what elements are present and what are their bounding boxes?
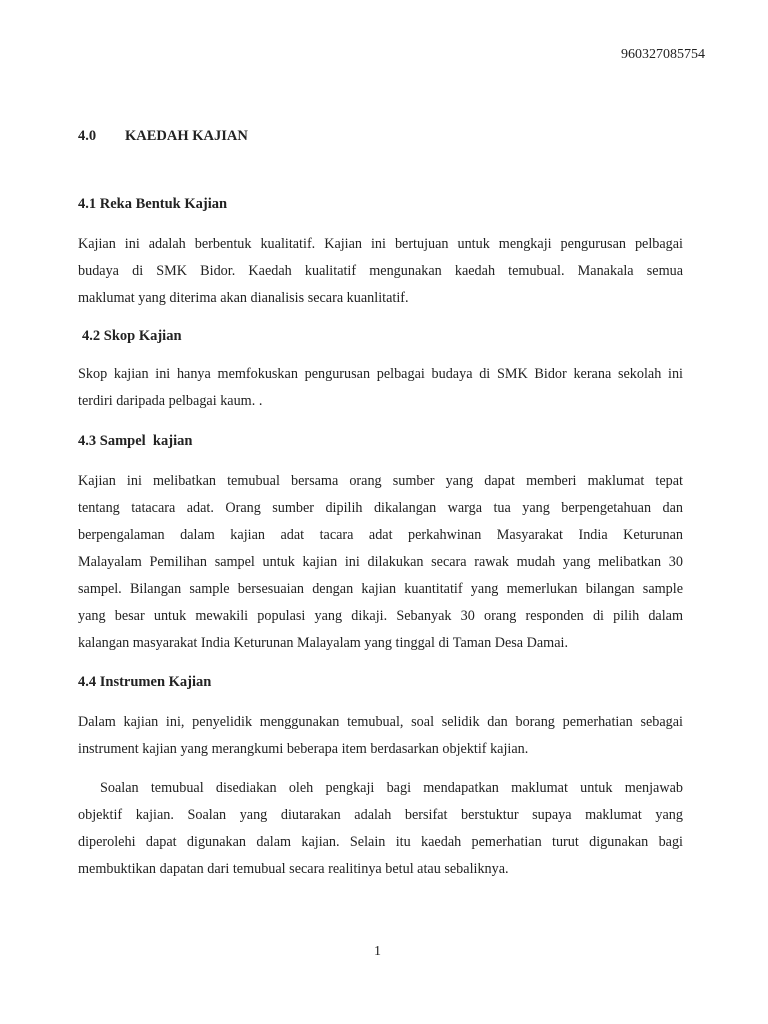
text-line: instrument kajian yang merangkumi beberapa item berdasarkan objektif kajian. [78,741,529,757]
text-line: yang besar untuk mewakili populasi yang dikaji. Sebanyak 30 orang responden di pilih dalam [78,608,683,624]
section-number: 4.0 [78,128,97,144]
text-line: kalangan masyarakat India Keturunan Malayalam yang tinggal di Taman Desa Damai. [78,635,569,651]
heading-4-4: 4.4 Instrumen Kajian [78,674,212,690]
heading-4-1: 4.1 Reka Bentuk Kajian [78,196,228,212]
text-line: Soalan temubual disediakan oleh pengkaji bagi mendapatkan maklumat untuk menjawab [100,780,683,796]
paragraph-sampel [78,472,683,661]
text-line: objektif kajian. Soalan yang diutarakan adalah bersifat berstuktur supaya maklumat yang [78,807,683,823]
text-line: tentang tatacara adat. Orang sumber dipilih dikalangan warga tua yang berpengetahuan dan [78,500,683,516]
paragraph-skop [78,365,683,419]
text-line: diperolehi dapat digunakan dalam kajian. Selain itu kaedah pemerhatian turut digunakan bagi [78,834,683,850]
text-line: Kajian ini adalah berbentuk kualitatif. Kajian ini bertujuan untuk mengkaji pengurusan pelbagai [78,236,683,252]
text-line: sampel. Bilangan sample bersesuaian dengan kajian kuantitatif yang memerlukan bilangan sample [78,581,683,597]
page-number: 1 [374,944,381,959]
text-line: Kajian ini melibatkan temubual bersama orang sumber yang dapat memberi maklumat tepat [78,473,683,489]
paragraph-instrumen [78,713,683,767]
text-line: Dalam kajian ini, penyelidik menggunakan temubual, soal selidik dan borang pemerhatian sebagai [78,714,683,730]
paragraph-soalan [78,779,683,887]
section-title: KAEDAH KAJIAN [125,128,248,144]
text-line: terdiri daripada pelbagai kaum. . [78,393,263,409]
text-line: maklumat yang diterima akan dianalisis secara kuanlitatif. [78,290,409,306]
header-id-number: 960327085754 [621,47,705,62]
text-line: membuktikan dapatan dari temubual secara realitinya betul atau sebaliknya. [78,861,509,877]
paragraph-reka-bentuk [78,235,683,316]
text-line: Malayalam Pemilihan sampel untuk kajian ini dilakukan secara rawak mudah yang melibatkan 30 [78,554,683,570]
text-line: berpengalaman dalam kajian adat tacara adat perkahwinan Masyarakat India Keturunan [78,527,683,543]
heading-4-3: 4.3 Sampel kajian [78,433,193,449]
text-line: Skop kajian ini hanya memfokuskan pengurusan pelbagai budaya di SMK Bidor kerana sekolah ini [78,366,683,382]
text-line: budaya di SMK Bidor. Kaedah kualitatif mengunakan kaedah temubual. Manakala semua [78,263,683,279]
heading-4-2: 4.2 Skop Kajian [82,328,182,344]
